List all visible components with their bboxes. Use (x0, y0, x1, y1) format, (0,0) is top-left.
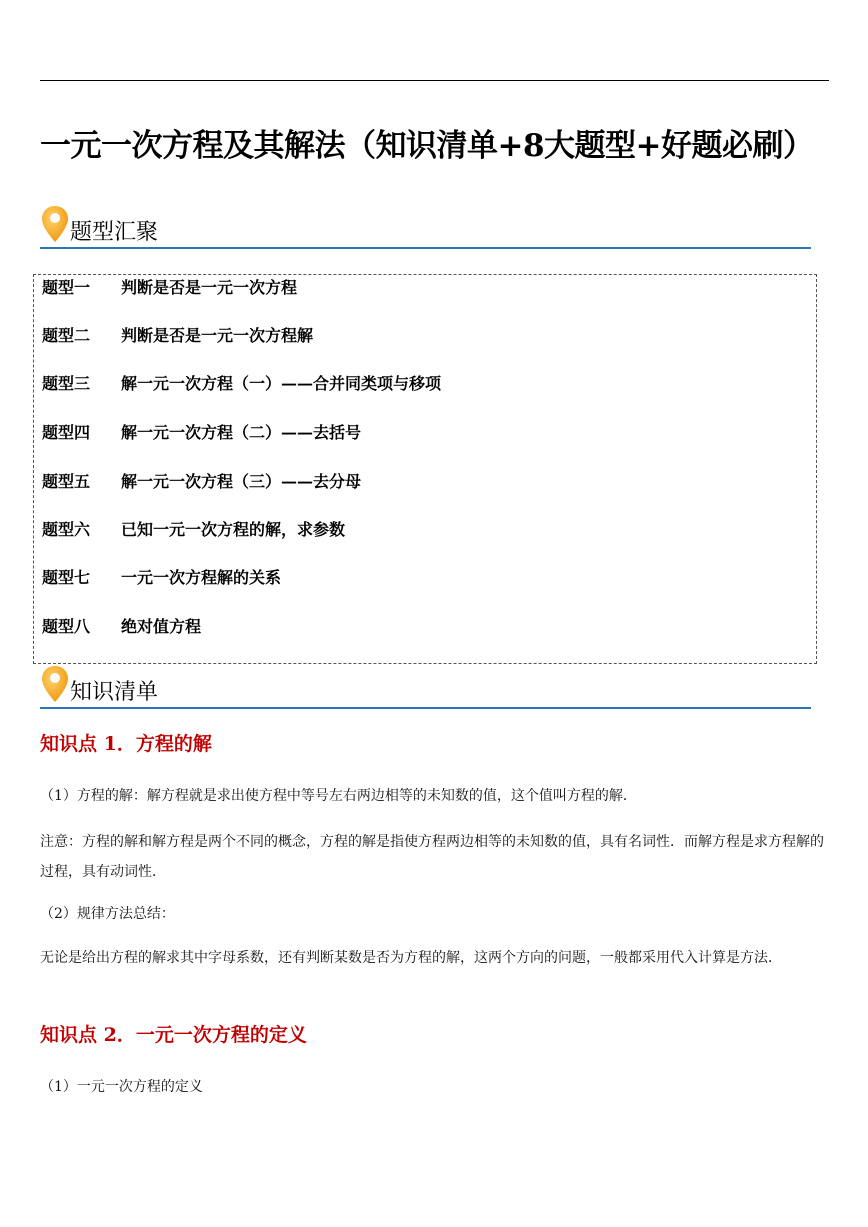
list-item (42, 422, 361, 444)
list-item (42, 616, 201, 638)
type-number: 题型四 (42, 423, 91, 442)
page-title: 一元一次方程及其解法（知识清单+8大题型+好题必刷） (40, 128, 814, 164)
type-text: 解一元一次方程（二）——去括号 (121, 423, 362, 442)
paragraph: （1）一元一次方程的定义 (40, 1079, 203, 1095)
type-text: 一元一次方程解的关系 (121, 568, 282, 587)
section-header-knowledge (40, 665, 811, 709)
location-pin-icon (40, 665, 70, 703)
type-text: 已知一元一次方程的解，求参数 (121, 520, 346, 539)
type-text: 解一元一次方程（一）——合并同类项与移项 (121, 374, 442, 393)
type-text: 解一元一次方程（三）——去分母 (121, 472, 362, 491)
list-item (42, 373, 441, 395)
list-item (42, 325, 313, 347)
type-text: 判断是否是一元一次方程 (121, 278, 298, 297)
type-text: 判断是否是一元一次方程解 (121, 326, 314, 345)
knowledge-point-title: 知识点 2．一元一次方程的定义 (40, 1024, 307, 1046)
type-number: 题型六 (42, 520, 91, 539)
list-item (42, 519, 345, 541)
paragraph: 无论是给出方程的解求其中字母系数，还有判断某数是否为方程的解，这两个方向的问题，一般都采用代入计算是方法． (40, 950, 782, 966)
type-text: 绝对值方程 (121, 617, 202, 636)
section-heading: 题型汇聚 (70, 220, 159, 245)
type-number: 题型一 (42, 278, 91, 297)
paragraph: （2）规律方法总结： (40, 906, 175, 922)
paragraph: 注意：方程的解和解方程是两个不同的概念，方程的解是指使方程两边相等的未知数的值，具有名词性．而解方程是求方程解的过程，具有动词性． (40, 834, 824, 880)
list-item (42, 277, 297, 299)
type-number: 题型五 (42, 472, 91, 491)
section-header-types (40, 205, 811, 249)
type-number: 题型七 (42, 568, 91, 587)
section-heading: 知识清单 (70, 680, 159, 705)
knowledge-point-title: 知识点 1．方程的解 (40, 733, 212, 755)
location-pin-icon (40, 205, 70, 243)
list-item (42, 567, 281, 589)
type-number: 题型二 (42, 326, 91, 345)
top-rule (40, 80, 829, 81)
type-number: 题型三 (42, 374, 91, 393)
type-number: 题型八 (42, 617, 91, 636)
paragraph: （1）方程的解：解方程就是求出使方程中等号左右两边相等的未知数的值，这个值叫方程的解． (40, 788, 637, 804)
list-item (42, 471, 361, 493)
question-types-box (33, 274, 817, 664)
